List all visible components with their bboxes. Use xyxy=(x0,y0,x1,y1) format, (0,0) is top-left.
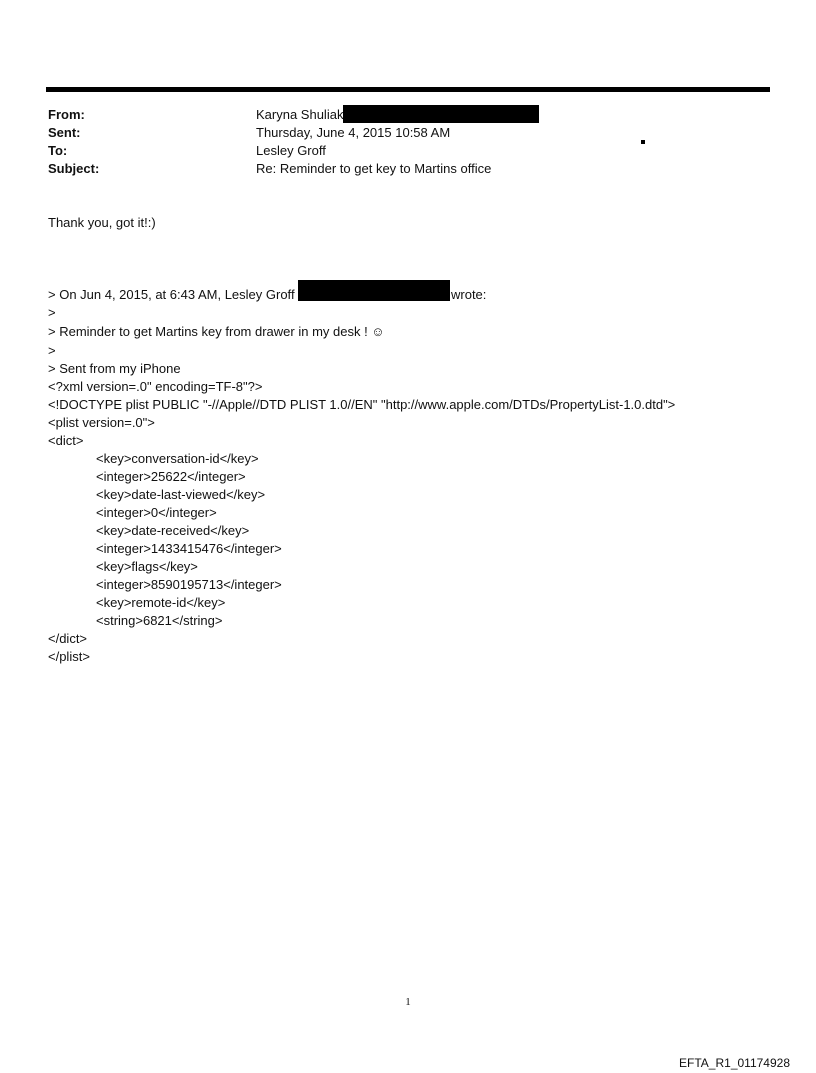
xml-line: <key>date-received</key> xyxy=(96,523,250,538)
xml-line: <dict> xyxy=(48,433,84,448)
subject-value: Re: Reminder to get key to Martins office xyxy=(256,161,492,176)
quote-header-wrote: wrote: xyxy=(451,287,487,302)
bates-number: EFTA_R1_01174928 xyxy=(679,1056,790,1070)
from-value: Karyna Shuliak xyxy=(256,107,344,122)
from-label: From: xyxy=(48,107,85,122)
xml-line: <key>conversation-id</key> xyxy=(96,451,259,466)
xml-line: <integer>1433415476</integer> xyxy=(96,541,282,556)
redaction-mark xyxy=(641,140,645,144)
redaction-box xyxy=(343,105,539,123)
quote-header: > On Jun 4, 2015, at 6:43 AM, Lesley Groff xyxy=(48,287,295,302)
to-value: Lesley Groff xyxy=(256,143,326,158)
reply-text: Thank you, got it!:) xyxy=(48,215,156,230)
xml-line: <!DOCTYPE plist PUBLIC "-//Apple//DTD PLIST 1.0//EN" "http://www.apple.com/DTDs/PropertyList-1.0.dtd"> xyxy=(48,397,676,412)
xml-line: <key>date-last-viewed</key> xyxy=(96,487,266,502)
sent-value: Thursday, June 4, 2015 10:58 AM xyxy=(256,125,451,140)
xml-line: <plist version=.0"> xyxy=(48,415,155,430)
xml-line: <?xml version=.0" encoding=TF-8"?> xyxy=(48,379,263,394)
to-label: To: xyxy=(48,143,68,158)
xml-line: <integer>0</integer> xyxy=(96,505,217,520)
xml-line: </plist> xyxy=(48,649,90,664)
quote-line: > Reminder to get Martins key from drawer in my desk ! ☺ xyxy=(48,324,385,339)
quote-line: > xyxy=(48,305,56,320)
sent-label: Sent: xyxy=(48,125,81,140)
xml-line: <key>remote-id</key> xyxy=(96,595,226,610)
xml-line: </dict> xyxy=(48,631,88,646)
quote-line: > xyxy=(48,343,56,358)
xml-line: <integer>25622</integer> xyxy=(96,469,246,484)
xml-line: <integer>8590195713</integer> xyxy=(96,577,282,592)
xml-line: <string>6821</string> xyxy=(96,613,223,628)
xml-line: <key>flags</key> xyxy=(96,559,198,574)
quote-line: > Sent from my iPhone xyxy=(48,361,181,376)
header-rule xyxy=(46,87,770,92)
redaction-box xyxy=(298,280,450,301)
subject-label: Subject: xyxy=(48,161,100,176)
page-number: 1 xyxy=(405,996,411,1008)
